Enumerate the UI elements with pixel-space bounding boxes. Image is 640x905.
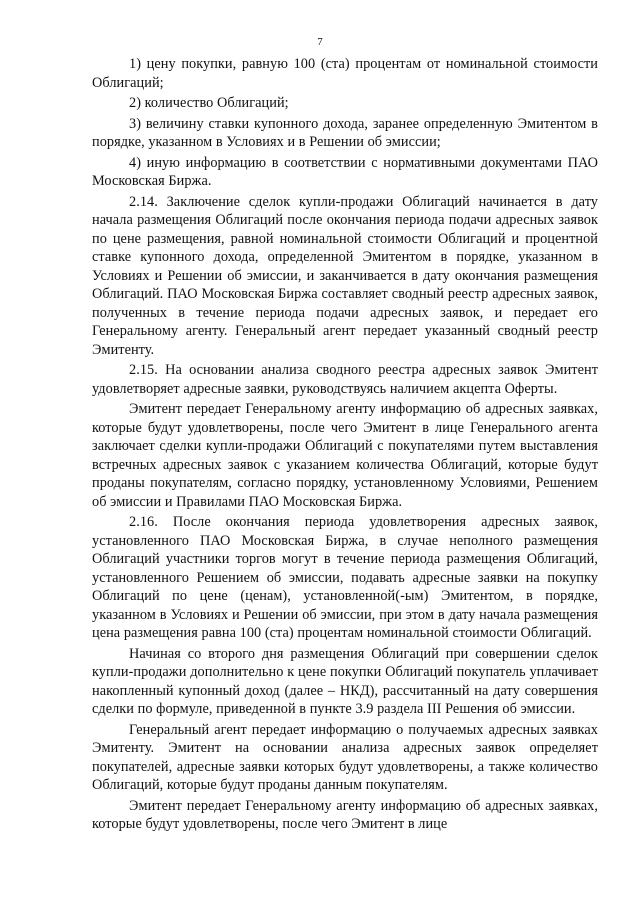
paragraph-2-14: 2.14. Заключение сделок купли-продажи Облигаций начинается в дату начала размещения Облигаций после окончания периода подачи адресных заявок по цене размещения, равной номинальной стоимости Облигаций и процентной ставке купонного дохода, определенной Эмитентом в порядке, указанном в Условиях и Решении об эмиссии, и заканчивается в дату окончания размещения Облигаций. ПАО Московская Биржа составляет сводный реестр адресных заявок, полученных в течение периода подачи адресных заявок, и передает его Генеральному агенту. Генеральный агент передает указанный сводный реестр Эмитенту.	[92, 193, 598, 358]
paragraph-nkd: Начиная со второго дня размещения Облигаций при совершении сделок купли-продажи дополнительно к цене покупки Облигаций покупатель уплачивает накопленный купонный доход (далее – НКД), рассчитанный на дату совершения сделки по формуле, приведенной в пункте 3.9 раздела III Решения об эмиссии.	[92, 645, 598, 717]
paragraph-final: Эмитент передает Генеральному агенту информацию об адресных заявках, которые будут удовлетворены, после чего Эмитент в лице	[92, 797, 598, 832]
paragraph-general-agent: Генеральный агент передает информацию о получаемых адресных заявках Эмитенту. Эмитент на основании анализа адресных заявок определяет покупателей, адресные заявки которых будут удовлетворены, а также количество Облигаций, которые будут проданы данным покупателям.	[92, 721, 598, 793]
page-number: 7	[317, 36, 323, 48]
paragraph-2-16: 2.16. После окончания периода удовлетворения адресных заявок, установленного ПАО Московская Биржа, в случае неполного размещения Облигаций участники торгов могут в течение периода размещения Облигаций, установленного Решением об эмиссии, подавать адресные заявки на покупку Облигаций по цене (ценам), установленной(-ым) Эмитентом, в порядке, указанном в Условиях и Решении об эмиссии, при этом в дату начала размещения цена размещения равна 100 (ста) процентам номинальной стоимости Облигаций.	[92, 514, 598, 641]
paragraph-quantity: 2) количество Облигаций;	[129, 95, 289, 111]
document-body	[92, 55, 598, 836]
paragraph-2-15: 2.15. На основании анализа сводного реестра адресных заявок Эмитент удовлетворяет адресные заявки, руководствуясь наличием акцепта Оферты.	[92, 362, 598, 397]
paragraph-other-info: 4) иную информацию в соответствии с нормативными документами ПАО Московская Биржа.	[92, 154, 598, 189]
paragraph-price: 1) цену покупки, равную 100 (ста) процентам от номинальной стоимости Облигаций;	[92, 56, 598, 91]
paragraph-coupon-rate: 3) величину ставки купонного дохода, заранее определенную Эмитентом в порядке, указанном в Условиях и в Решении об эмиссии;	[92, 115, 598, 150]
paragraph-issuer-info: Эмитент передает Генеральному агенту информацию об адресных заявках, которые будут удовлетворены, после чего Эмитент в лице Генерального агента заключает сделки купли-продажи Облигаций с покупателями путем выставления встречных адресных заявок с указанием количества Облигаций, которые будут проданы покупателям, согласно порядку, установленному Условиями, Решением об эмиссии и Правилами ПАО Московская Биржа.	[92, 401, 598, 510]
